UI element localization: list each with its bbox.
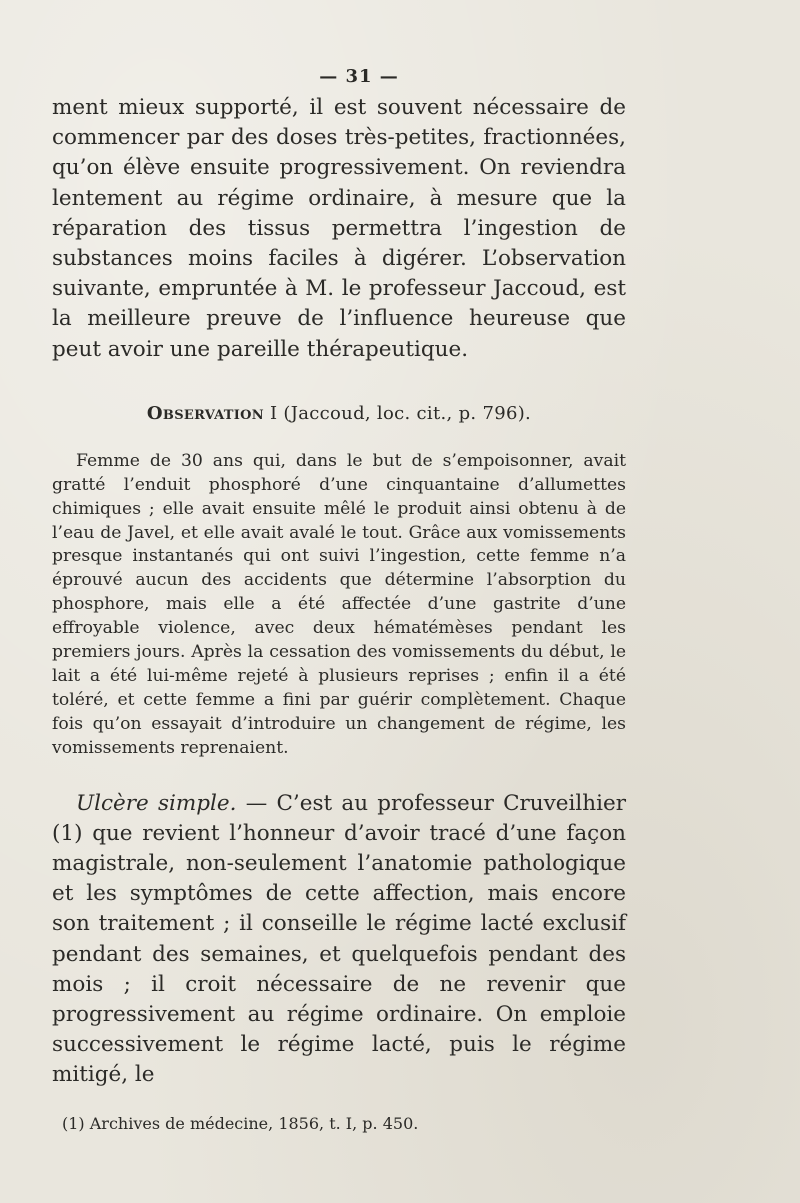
ulcer-section [52, 789, 626, 1091]
observation-reference: I (Jaccoud, loc. cit., p. 796). [263, 402, 532, 424]
paragraph-continued: ment mieux supporté, il est souvent nécessaire de commencer par des doses très-petites, fractionnées, qu’on élève ensuite progressivement. On reviendra lentement au régime ordinaire, à mesure que la réparation des tissus permettra l’ingestion de substances moins faciles à digérer. L’observation suivante, empruntée à M. le professeur Jaccoud, est la meilleure preuve de l’influence heureuse que peut avoir une pareille thérapeutique. [52, 95, 626, 362]
book-page [52, 66, 626, 1135]
page-number: — 31 — [319, 66, 399, 87]
observation-label: Observation [146, 402, 264, 424]
observation-text: Femme de 30 ans qui, dans le but de s’empoisonner, avait gratté l’enduit phosphoré d’une cinquantaine d’allumettes chimiques ; elle avait ensuite mêlé le produit ainsi obtenu à de l’eau de Javel, et elle avait avalé le tout. Grâce aux vomissements presque instantanés qui ont suivi l’ingestion, cette femme n’a éprouvé aucun des accidents que détermine l’absorption du phosphore, mais elle a été affectée d’une gastrite d’une effroyable violence, avec deux hématémèses pendant les premiers jours. Après la cessation des vomissements du début, le lait a été lui-même rejeté à plusieurs reprises ; enfin il a été toléré, et cette femme a fini par guérir complètement. Chaque fois qu’on essayait d’introduire un changement de régime, les vomissements reprenaient. [52, 450, 626, 758]
footnote: (1) Archives de médecine, 1856, t. I, p. 450. [62, 1113, 419, 1133]
section-title: Ulcère simple. [76, 790, 237, 816]
observation-heading [52, 403, 626, 424]
section-text: — C’est au professeur Cruveilhier (1) que revient l’honneur d’avoir tracé d’une façon magistrale, non-seulement l’anatomie pathologique et les symptômes de cette affection, mais encore son traitement ; il conseille le régime lacté exclusif pendant des semaines, et quelquefois pendant des mois ; il croit nécessaire de ne revenir que progressivement au régime ordinaire. On emploie successivement le régime lacté, puis le régime mitigé, le [52, 790, 626, 1088]
